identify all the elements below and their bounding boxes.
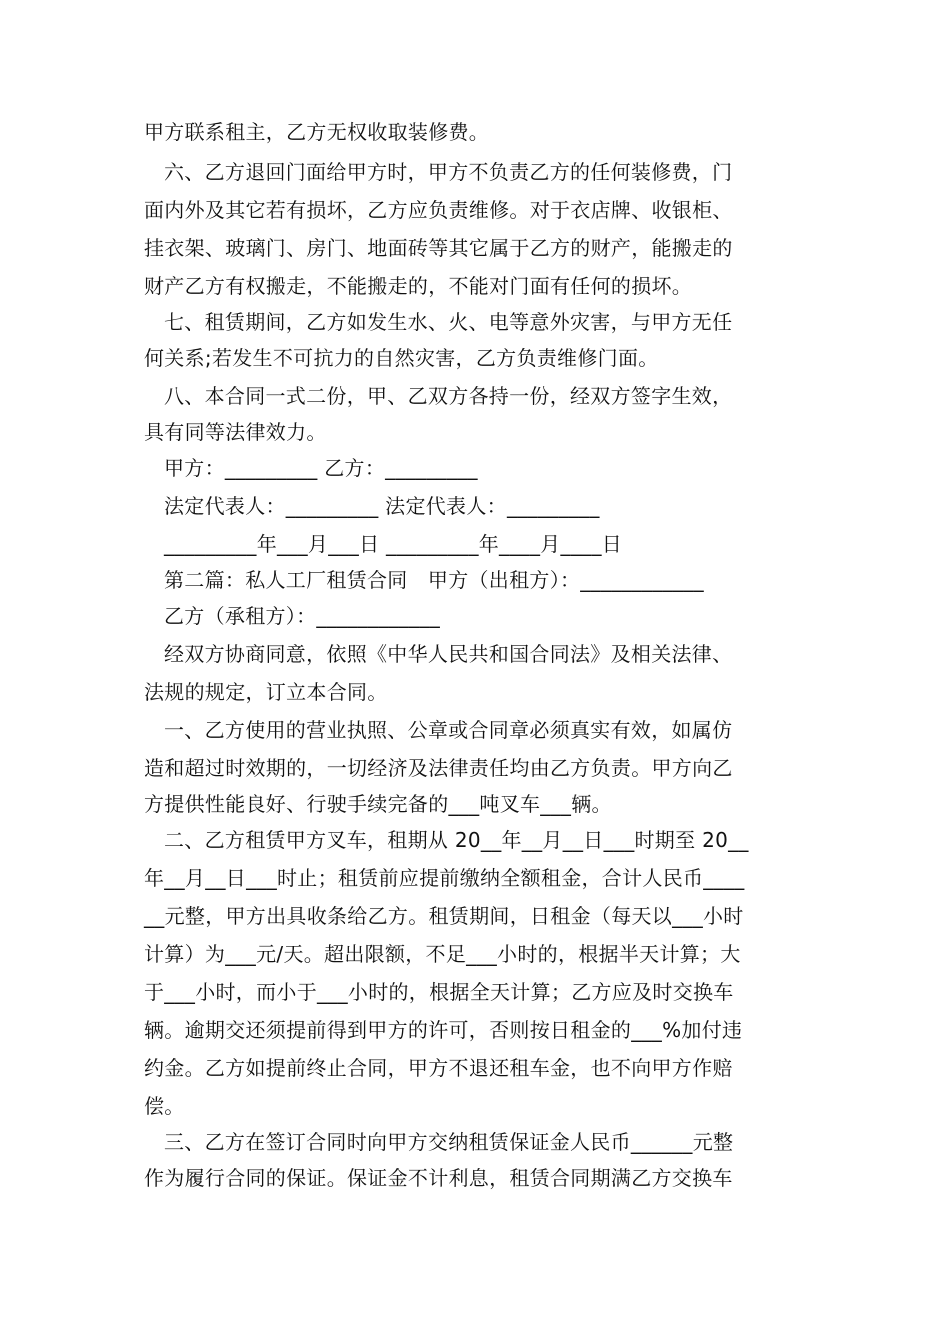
text-line: 乙方（承租方）：____________ xyxy=(164,604,440,628)
text-line: 于___小时，而小于___小时的，根据全天计算；乙方应及时交换车 xyxy=(144,980,734,1004)
text-line: 约金。乙方如提前终止合同，甲方不退还租车金，也不向甲方作赔 xyxy=(144,1056,733,1080)
text-line: 六、乙方退回门面给甲方时，甲方不负责乙方的任何装修费，门 xyxy=(164,160,733,184)
text-line: 辆。逾期交还须提前得到甲方的许可，否则按日租金的___%加付违 xyxy=(144,1018,743,1042)
signature-representative-line: 法定代表人：_________ 法定代表人：_________ xyxy=(164,494,600,518)
text-line: 挂衣架、玻璃门、房门、地面砖等其它属于乙方的财产，能搬走的 xyxy=(144,236,733,260)
section-title: 第二篇：私人工厂租赁合同 甲方（出租方）：____________ xyxy=(164,568,704,592)
text-line: 具有同等法律效力。 xyxy=(144,420,327,444)
text-line: 七、租赁期间，乙方如发生水、火、电等意外灾害，与甲方无任 xyxy=(164,310,733,334)
text-line: 计算）为___元/天。超出限额，不足___小时的，根据半天计算；大 xyxy=(144,942,741,966)
text-line: 偿。 xyxy=(144,1094,185,1118)
signature-date-line: _________年___月___日 _________年____月____日 xyxy=(164,532,623,556)
text-line: 方提供性能良好、行驶手续完备的___吨叉车___辆。 xyxy=(144,792,612,816)
text-line: 甲方联系租主，乙方无权收取装修费。 xyxy=(144,120,490,144)
text-line: 经双方协商同意，依照《中华人民共和国合同法》及相关法律、 xyxy=(164,642,733,666)
text-line: 造和超过时效期的，一切经济及法律责任均由乙方负责。甲方向乙 xyxy=(144,756,733,780)
text-line: 面内外及其它若有损坏，乙方应负责维修。对于衣店牌、收银柜、 xyxy=(144,198,733,222)
text-line: 八、本合同一式二份，甲、乙双方各持一份，经双方签字生效， xyxy=(164,384,733,408)
text-line: 三、乙方在签订合同时向甲方交纳租赁保证金人民币______元整 xyxy=(164,1130,734,1154)
text-line: 何关系;若发生不可抗力的自然灾害，乙方负责维修门面。 xyxy=(144,346,659,370)
text-line: 财产乙方有权搬走，不能搬走的，不能对门面有任何的损坏。 xyxy=(144,274,693,298)
text-line: 二、乙方租赁甲方叉车，租期从 20__年__月__日___时期至 20__ xyxy=(164,828,749,852)
signature-party-line: 甲方：_________ 乙方：_________ xyxy=(164,456,478,480)
text-line: 一、乙方使用的营业执照、公章或合同章必须真实有效，如属仿 xyxy=(164,718,733,742)
text-line: 作为履行合同的保证。保证金不计利息，租赁合同期满乙方交换车 xyxy=(144,1166,733,1190)
text-line: 年__月__日___时止；租赁前应提前缴纳全额租金，合计人民币____ xyxy=(144,866,745,890)
text-line: __元整，甲方出具收条给乙方。租赁期间，日租金（每天以___小时 xyxy=(144,904,744,928)
text-line: 法规的规定，订立本合同。 xyxy=(144,680,388,704)
